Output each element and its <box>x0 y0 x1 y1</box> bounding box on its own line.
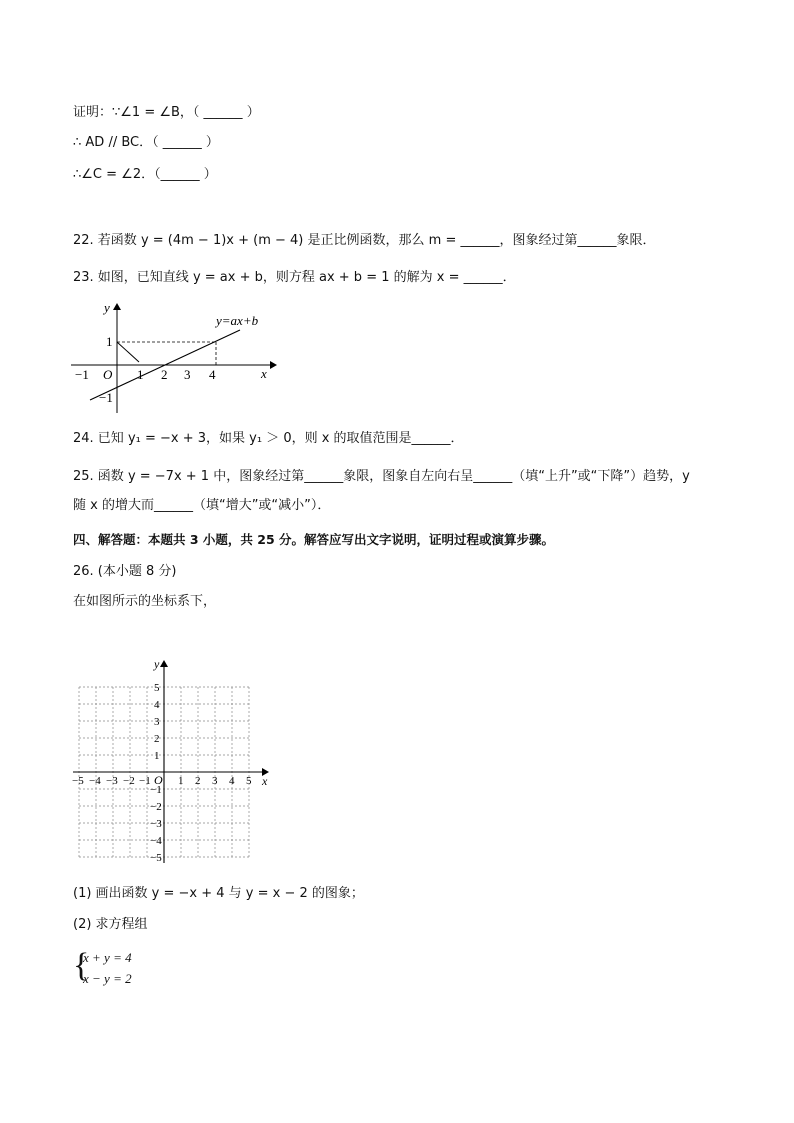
line-label: y=ax+b <box>216 313 259 328</box>
equation-2: x − y = 2 <box>83 971 132 986</box>
question-26-part-1: (1) 画出函数 y = −x + 4 与 y = x − 2 的图象； <box>73 886 364 901</box>
y-tick: 1 <box>106 334 113 349</box>
grid-y-tick: 4 <box>154 699 160 711</box>
grid-x-tick: −2 <box>123 775 135 787</box>
x-tick: −1 <box>75 367 89 382</box>
coordinate-grid <box>68 655 278 865</box>
grid-y-tick: −5 <box>150 852 162 864</box>
grid-y-axis-label: y <box>154 657 160 671</box>
x-axis-label: x <box>261 366 267 381</box>
proof-line-3: ∴∠C = ∠2．（______ ） <box>73 167 217 182</box>
grid-y-tick: −1 <box>150 784 162 796</box>
grid-origin-label: O <box>154 773 163 787</box>
x-tick: 3 <box>184 367 191 382</box>
x-tick: 2 <box>161 367 168 382</box>
y-tick: −1 <box>99 390 113 405</box>
grid-y-tick: 2 <box>154 733 160 745</box>
question-22: 22. 若函数 y = (4m − 1)x + (m − 4) 是正比例函数，那么 m = ______，图象经过第______象限． <box>73 233 656 248</box>
grid-x-tick: 5 <box>246 775 252 787</box>
question-26-title: 26. (本小题 8 分) <box>73 564 177 579</box>
question-25-line-2: 随 x 的增大而______（填“增大”或“减小”）． <box>73 498 331 513</box>
grid-x-tick: 2 <box>195 775 201 787</box>
grid-x-tick: 3 <box>212 775 218 787</box>
grid-y-tick: 3 <box>154 716 160 728</box>
left-brace: { <box>73 947 90 984</box>
figure-23-graph <box>66 298 286 418</box>
grid-y-tick: 5 <box>154 682 160 694</box>
x-tick: 1 <box>137 367 144 382</box>
question-26-intro: 在如图所示的坐标系下， <box>73 594 217 609</box>
grid-x-axis-label: x <box>262 774 268 788</box>
grid-x-tick: −4 <box>89 775 101 787</box>
grid-x-tick: 1 <box>178 775 184 787</box>
question-26-part-2: (2) 求方程组 <box>73 917 148 932</box>
grid-y-tick: −2 <box>150 801 162 813</box>
grid-y-tick: 1 <box>154 750 160 762</box>
grid-x-tick: −3 <box>106 775 118 787</box>
grid-y-tick: −4 <box>150 835 162 847</box>
question-25-line-1: 25. 函数 y = −7x + 1 中，图象经过第______象限，图象自左向右呈______（填“上升”或“下降”）趋势，y <box>73 469 690 484</box>
equation-1: x + y = 4 <box>83 950 132 965</box>
question-23: 23. 如图，已知直线 y = ax + b，则方程 ax + b = 1 的解为 x = ______． <box>73 270 516 285</box>
y-axis-label: y <box>104 300 110 315</box>
proof-line-1: 证明：∵∠1 = ∠B，（ ______ ） <box>73 105 260 120</box>
grid-x-tick: −1 <box>139 775 151 787</box>
question-24: 24. 已知 y₁ = −x + 3，如果 y₁ ＞ 0，则 x 的取值范围是______． <box>73 431 464 446</box>
proof-line-2: ∴ AD // BC．（ ______ ） <box>73 135 219 150</box>
grid-x-tick: 4 <box>229 775 235 787</box>
grid-y-tick: −3 <box>150 818 162 830</box>
x-tick: 4 <box>209 367 216 382</box>
origin-label: O <box>103 367 113 382</box>
grid-x-tick: −5 <box>72 775 84 787</box>
section-4-heading: 四、解答题：本题共 3 小题，共 25 分。解答应写出文字说明，证明过程或演算步骤。 <box>73 532 555 547</box>
